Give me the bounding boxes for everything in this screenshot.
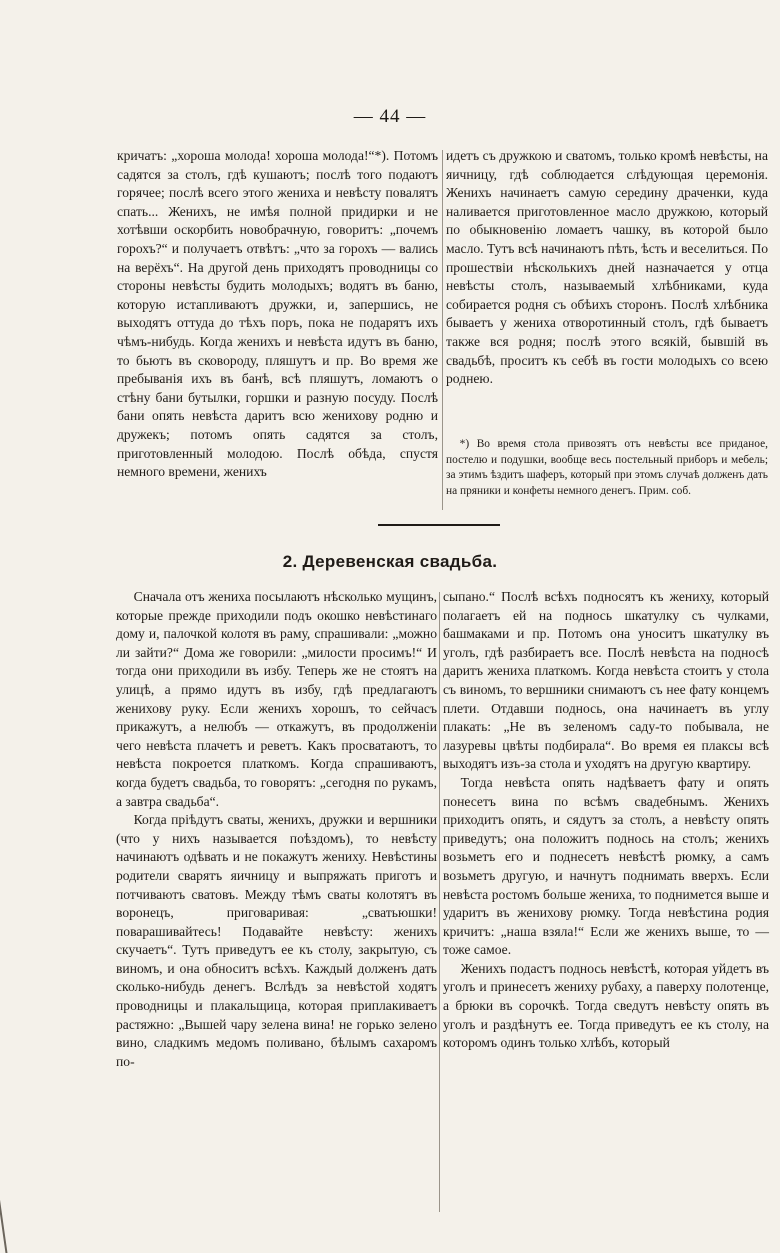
paragraph: Сначала отъ жениха посылаютъ нѣсколько мущинъ, которые прежде приходили подъ окошко невѣстинаго дому и, палочкой колотя въ раму, спрашивали: „можно ли зайти?“ Дома же говорили: „милости просимъ!“ И тогда они приходили въ избу. Теперь же не стоятъ на улицѣ, а прямо идутъ въ избу, гдѣ предлагаютъ женихову руку. Если женихъ хорошъ, то сейчасъ прикажутъ, а нелюбъ — откажутъ, въ продолженіи чего невѣста плачетъ и реветъ. Какъ просватаютъ, то невѣста покроется платкомъ. Когда спрашиваютъ, когда будетъ свадьба, то говорятъ: „сегодня по рукамъ, а завтра свадьба“. [116, 589, 437, 809]
footnote-text: *) Во время стола привозятъ отъ невѣсты все приданое, постелю и подушки, вообще весь постельный приборъ и мебель; за этимъ ѣздитъ шаферъ, который при этомъ случаѣ долженъ дать на пряники и конфеты немного денегъ. Прим. соб. [446, 438, 768, 497]
paragraph: Женихъ подастъ поднось невѣстѣ, которая уйдетъ въ уголъ и принесетъ жениху рубаху, а паверху полотенце, а брюки въ сорочкѣ. Тогда сведутъ невѣсту опять въ уголъ и раздѣнутъ ее. Тогда приведутъ ее къ столу, на которомъ одинъ только хлѣбъ, который [443, 960, 769, 1051]
paragraph: сыпано.“ Послѣ всѣхъ подносятъ къ жениху, который полагаетъ ей на поднось шкатулку съ чулками, башмаками и пр. Потомъ она уноситъ шкатулку въ уголъ, гдѣ разбираетъ все. Послѣ невѣста на подносѣ даритъ жениха платкомъ. Когда невѣста стоитъ у стола съ виномъ, то вершники снимаютъ съ нее фату концемъ плети. Отдавши поднось, она начинаетъ въ углу плакать: „Не въ зеленомъ саду-то побывала, не лазуревы цвѣты подбирала“. Во время ея плаксы всѣ выходятъ изъ-за стола и уходятъ на другую квартиру. [443, 589, 769, 772]
footnote [446, 437, 768, 499]
bottom-right-column [443, 588, 769, 1053]
paragraph: Когда пріѣдутъ сваты, женихъ, дружки и вершники (что у нихъ называется поѣздомъ), то невѣсту начинаютъ одѣвать и не покажутъ жениху. Невѣстины родители сварятъ яичницу и выпряжать приготъ и потчиваютъ сватовъ. Между тѣмъ сваты колотятъ въ воронецъ, приговаривая: „сватьюшки! поварашивайтесь! Подавайте невѣсту: женихъ скучаетъ“. Тутъ приведутъ ее къ столу, закрытую, съ виномъ, и она обноситъ всѣхъ. Каждый долженъ дать сколько-нибудь денегъ. Вслѣдъ за невѣстой ходятъ проводницы и плакальщица, которая приплакиваетъ растяжно: „Вышей чару зелена вина! не горько зелено вино, сладкимъ медомъ поливано, бѣлымъ сахаромъ по- [116, 812, 437, 1069]
column-divider [439, 592, 440, 1212]
section-heading: 2. Деревенская свадьба. [282, 552, 498, 571]
paragraph: кричатъ: „хороша молода! хороша молода!“*). Потомъ садятся за столъ, гдѣ кушаютъ; послѣ того подаютъ горячее; послѣ всего этого жениха и невѣсту повалятъ спать... Женихъ, не имѣя полной придирки и не хотѣвши оскорбить новобрачную, говоритъ: „почемъ горохъ?“ и получаетъ отвѣтъ: „что за горохъ — вались на верёхъ“. На другой день приходятъ проводницы со стороны невѣсты будить молодыхъ; водятъ въ баню, которую истапливаютъ дружки, и, запершись, не выходятъ оттуда до тѣхъ поръ, пока не подарятъ ихъ чѣмъ-нибудь. Когда женихъ и невѣста идутъ въ баню, то бьютъ въ сковороду, пляшутъ и пр. Во время же пребыванія ихъ въ банѣ, всѣ пляшутъ, ломаютъ о стѣну бани бутылки, горшки и разную посуду. Послѣ бани опять невѣста даритъ всю женихову родню и дружекъ; потомъ опять садятся за столъ, приготовленный молодою. Послѣ обѣда, спустя немного времени, женихъ [117, 148, 438, 480]
top-right-column [446, 147, 768, 389]
section-rule [378, 524, 500, 526]
column-divider [442, 150, 443, 510]
top-left-column [117, 147, 438, 482]
bottom-left-column [116, 588, 437, 1071]
page-number: — 44 — [353, 106, 427, 127]
paragraph: идетъ съ дружкою и сватомъ, только кромѣ невѣсты, на яичницу, гдѣ соблюдается слѣдующая церемонія. Женихъ начинаетъ самую середину драченки, куда наливается приготовленное масло дружкою, который по обыкновенію ломаетъ чашку, въ которой было масло. Тутъ всѣ начинаютъ пѣть, ѣсть и веселиться. По прошествіи нѣсколькихъ дней назначается у отца невѣсты столъ, называемый хлѣбниками, куда собирается родня съ обѣихъ сторонъ. Послѣ хлѣбника бываетъ у жениха отворотинный столъ, гдѣ бываетъ также вся родня; послѣ этого всякій, бывшій въ свадьбѣ, проситъ къ себѣ въ гости молодыхъ со всею роднею. [446, 148, 768, 387]
page-edge-mark [0, 1175, 21, 1253]
paragraph: Тогда невѣста опять надѣваетъ фату и опять понесетъ вина по всѣмъ свадебнымъ. Женихъ приходитъ опять, и сядутъ за столъ, а невѣсту опять приведутъ; она положитъ поднось на столъ; женихъ возьметъ его и поднесетъ невѣстѣ рюмку, а самъ возьметъ другую, и начнутъ поднимать вверхъ. Если невѣста ростомъ больше жениха, то поднимется выше и ударитъ въ женихову рюмку. Тогда невѣстина родия кричитъ: „наша взяла!“ Если же женихъ выше, то — тоже самое. [443, 774, 769, 958]
